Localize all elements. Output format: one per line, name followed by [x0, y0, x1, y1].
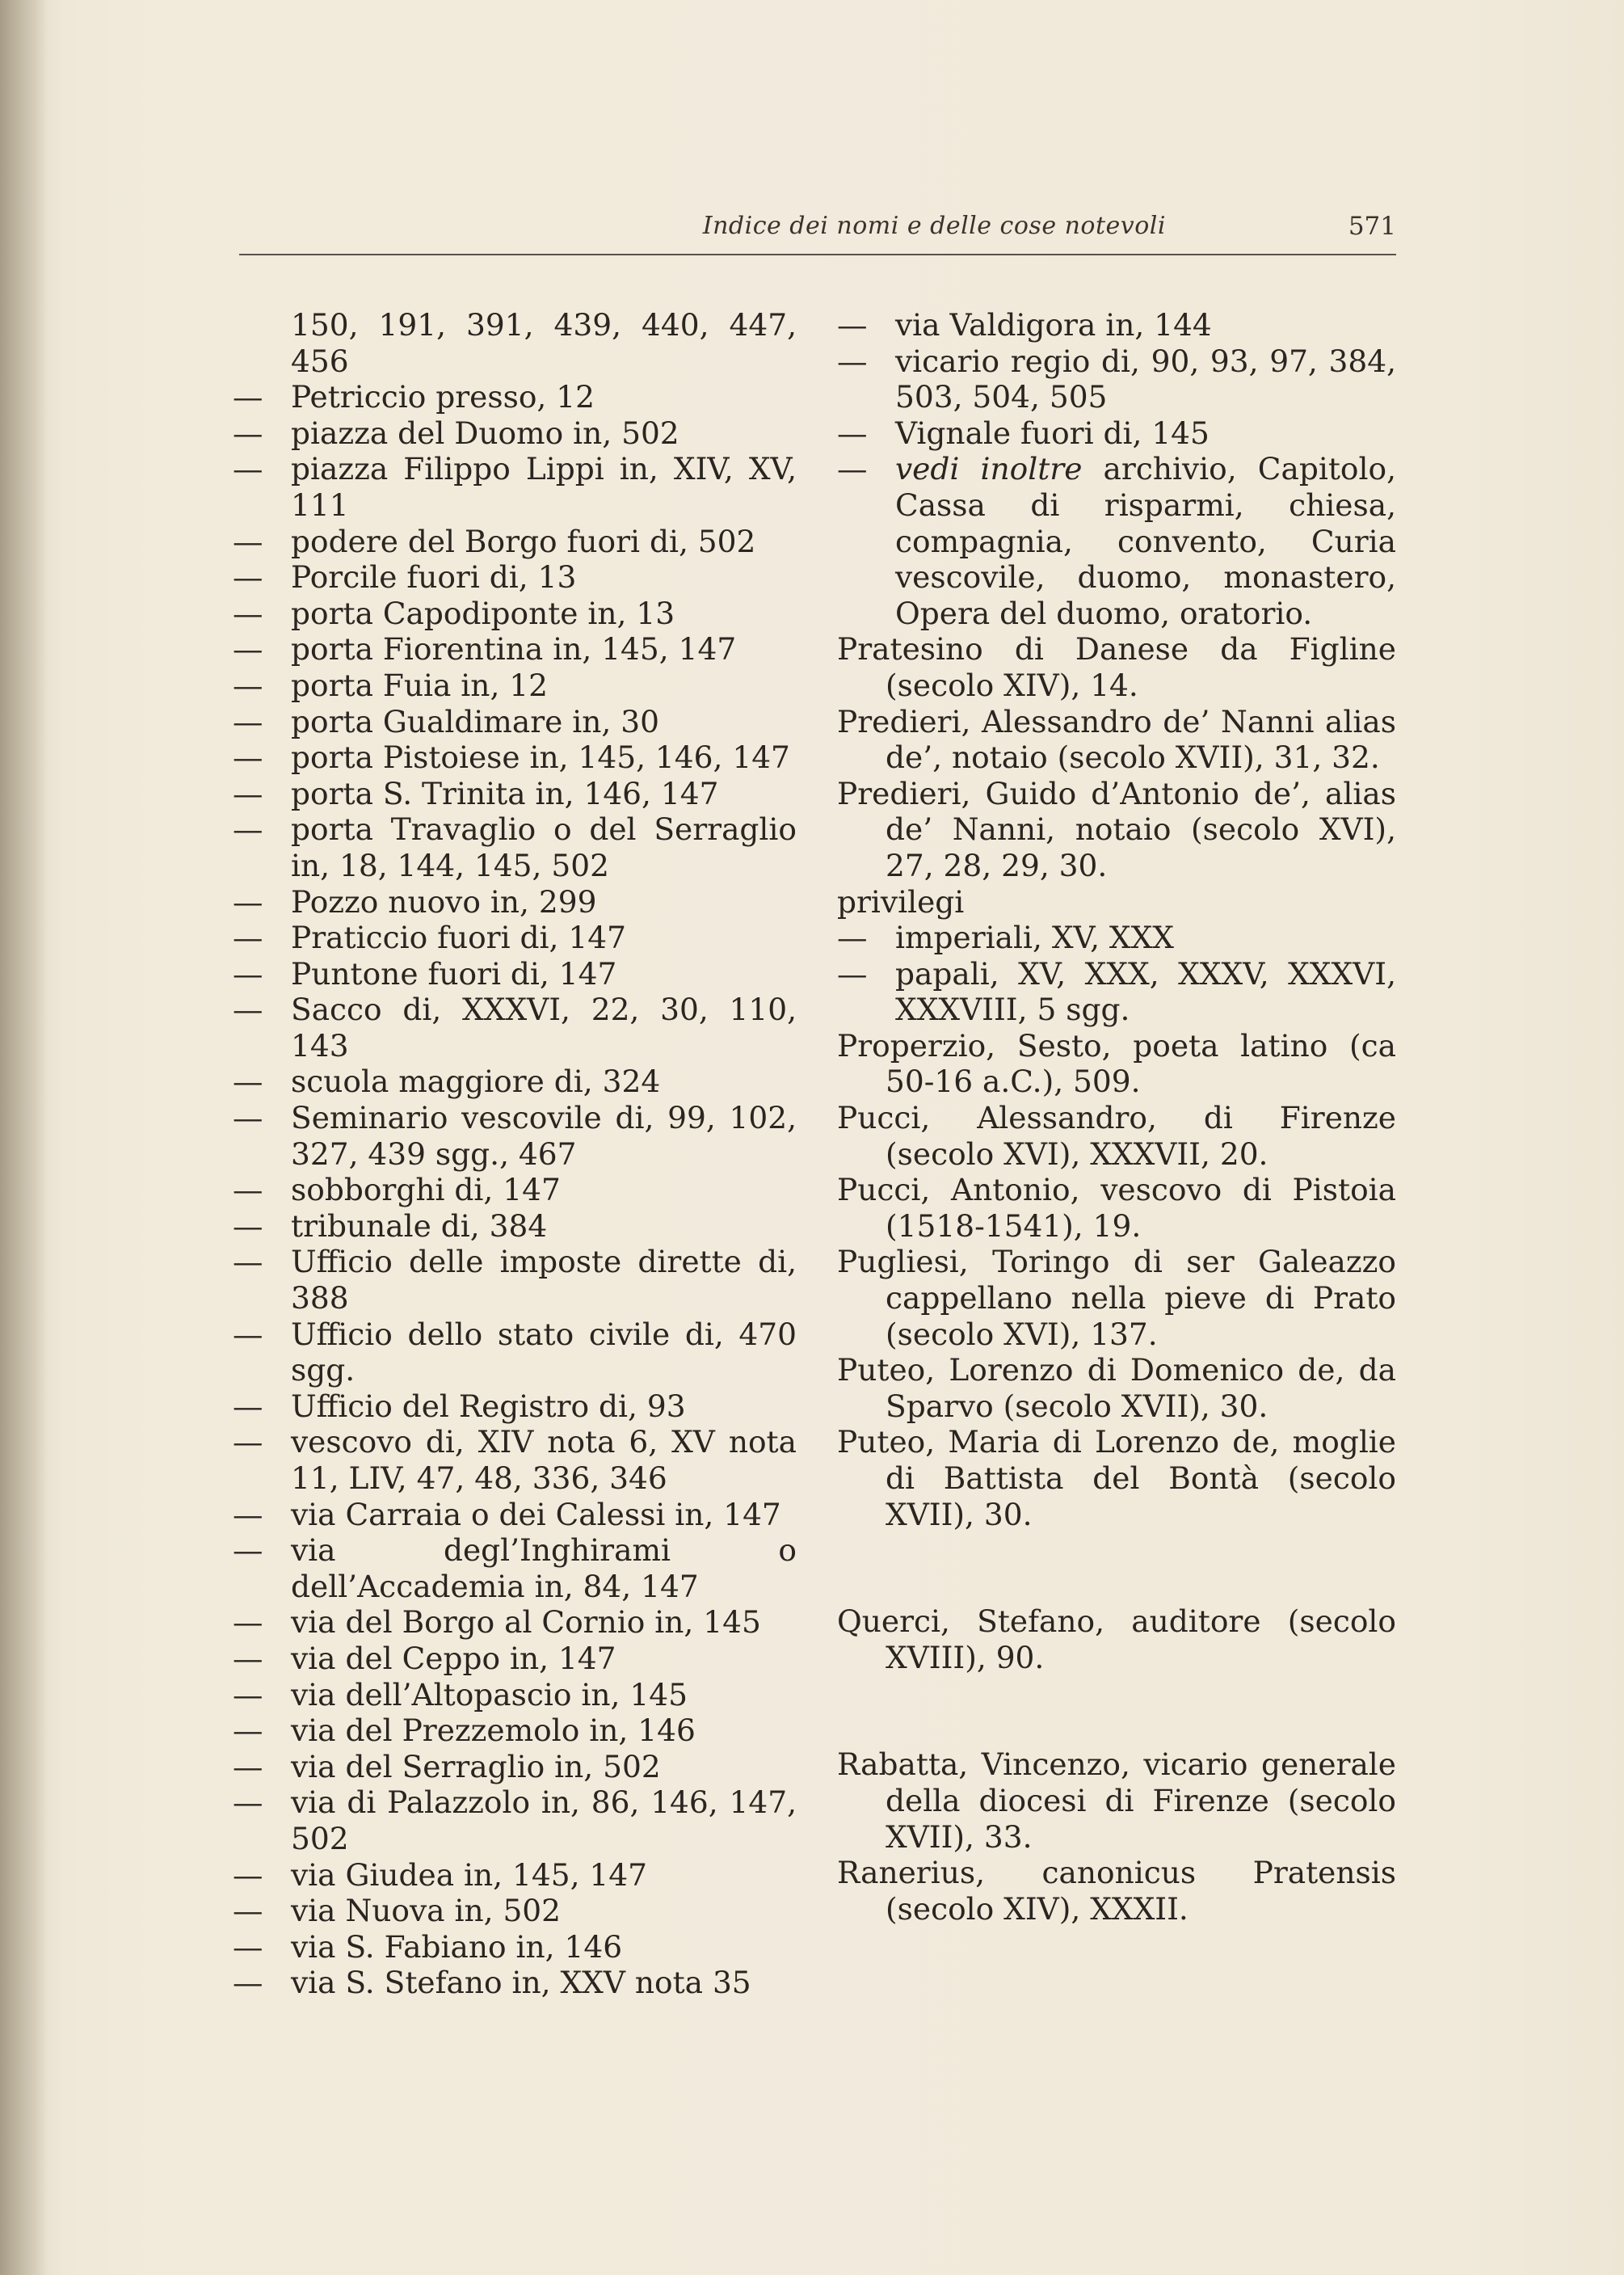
em-dash: — — [233, 1893, 263, 1929]
em-dash: — — [233, 775, 263, 811]
index-subentry — [233, 1893, 797, 1929]
entry-text: Predieri, Alessandro de’ Nanni alias de’, notaio (secolo XVII), 31, 32. — [837, 703, 1396, 776]
index-subentry — [233, 1749, 797, 1785]
em-dash: — — [233, 1064, 263, 1100]
entry-text: Petriccio presso, 12 — [291, 379, 595, 415]
index-subentry — [233, 559, 797, 596]
index-subentry — [233, 1713, 797, 1749]
index-subentry — [837, 451, 1396, 631]
index-headword-entry — [837, 884, 1396, 921]
index-subentry — [233, 1317, 797, 1388]
index-subentry — [233, 379, 797, 415]
em-dash: — — [233, 1856, 263, 1893]
entry-text: Porcile fuori di, 13 — [291, 559, 577, 596]
em-dash: — — [233, 1388, 263, 1424]
entry-text: via Valdigora in, 144 — [895, 307, 1212, 343]
entry-text: papali, XV, XXX, XXXV, XXXVI, XXXVIII, 5 sgg. — [895, 955, 1396, 1028]
entry-text: porta Fuia in, 12 — [291, 667, 548, 703]
entry-text: via del Ceppo in, 147 — [291, 1640, 616, 1676]
index-subentry — [233, 1532, 797, 1604]
entry-text: Puteo, Maria di Lorenzo de, moglie di Battista del Bontà (secolo XVII), 30. — [837, 1424, 1396, 1532]
entry-text: Rabatta, Vincenzo, vicario generale della diocesi di Firenze (secolo XVII), 33. — [837, 1746, 1396, 1855]
index-subentry — [233, 1784, 797, 1856]
em-dash: — — [233, 955, 263, 992]
section-gap — [837, 1532, 1396, 1603]
entry-text: Predieri, Guido d’Antonio de’, alias de’ Nanni, notaio (secolo XVI), 27, 28, 29, 30. — [837, 775, 1396, 883]
em-dash: — — [837, 451, 868, 487]
header-rule — [239, 254, 1396, 255]
index-subentry — [233, 920, 797, 956]
index-subentry — [837, 956, 1396, 1028]
em-dash: — — [233, 1928, 263, 1965]
index-headword-entry — [837, 1100, 1396, 1172]
entry-text: Sacco di, XXXVI, 22, 30, 110, 143 — [291, 992, 797, 1064]
entry-text: Puntone fuori di, 147 — [291, 955, 617, 992]
index-subentry — [233, 1208, 797, 1245]
index-subentry — [233, 992, 797, 1064]
em-dash: — — [233, 523, 263, 559]
entry-text: tribunale di, 384 — [291, 1207, 548, 1244]
index-subentry — [233, 1604, 797, 1641]
entry-text: Querci, Stefano, auditore (secolo XVIII), 90. — [837, 1603, 1396, 1675]
em-dash: — — [233, 1244, 263, 1280]
index-headword-entry — [837, 631, 1396, 703]
index-headword-entry — [837, 1028, 1396, 1100]
index-subentry — [233, 1100, 797, 1172]
em-dash: — — [233, 1532, 263, 1569]
index-subentry — [233, 739, 797, 776]
index-subentry — [233, 1857, 797, 1894]
index-headword-entry — [837, 1746, 1396, 1855]
index-subentry — [233, 1424, 797, 1496]
page-number: 571 — [1348, 212, 1396, 241]
index-headword-entry — [837, 1172, 1396, 1244]
entry-text: vicario regio di, 90, 93, 97, 384, 503, 504, 505 — [895, 343, 1396, 415]
index-subentry — [233, 1172, 797, 1208]
index-column-left — [233, 307, 797, 2001]
entry-text: 150, 191, 391, 439, 440, 447, 456 — [291, 307, 797, 379]
index-subentry — [233, 884, 797, 921]
em-dash: — — [233, 920, 263, 956]
index-subentry — [233, 451, 797, 523]
entry-text: Praticcio fuori di, 147 — [291, 920, 626, 956]
em-dash: — — [233, 739, 263, 776]
index-subentry — [233, 596, 797, 632]
em-dash: — — [837, 307, 868, 343]
em-dash: — — [233, 1640, 263, 1676]
em-dash: — — [233, 1100, 263, 1136]
entry-text: porta Pistoiese in, 145, 146, 147 — [291, 739, 790, 776]
entry-text: porta Fiorentina in, 145, 147 — [291, 631, 737, 668]
em-dash: — — [233, 379, 263, 415]
entry-text: Seminario vescovile di, 99, 102, 327, 439 sgg., 467 — [291, 1100, 797, 1172]
entry-text: via dell’Altopascio in, 145 — [291, 1676, 688, 1713]
index-subentry — [233, 1641, 797, 1677]
entry-text: piazza del Duomo in, 502 — [291, 415, 679, 451]
entry-text: vescovo di, XIV nota 6, XV nota 11, LIV, 47, 48, 336, 346 — [291, 1424, 797, 1496]
em-dash: — — [233, 667, 263, 703]
em-dash: — — [233, 1172, 263, 1208]
em-dash: — — [233, 703, 263, 739]
entry-text: Pratesino di Danese da Figline (secolo XIV), 14. — [837, 631, 1396, 703]
entry-text: Ufficio del Registro di, 93 — [291, 1388, 686, 1424]
entry-text: via del Borgo al Cornio in, 145 — [291, 1604, 761, 1641]
index-headword-entry — [837, 1855, 1396, 1927]
entry-text: Puteo, Lorenzo di Domenico de, da Sparvo (secolo XVII), 30. — [837, 1352, 1396, 1424]
entry-text: Pucci, Antonio, vescovo di Pistoia (1518-1541), 19. — [837, 1172, 1396, 1244]
entry-text: porta Travaglio o del Serraglio in, 18, 144, 145, 502 — [291, 811, 797, 883]
em-dash: — — [233, 451, 263, 487]
index-subentry — [233, 668, 797, 704]
entry-text: privilegi — [837, 883, 965, 920]
em-dash: — — [233, 1207, 263, 1244]
index-subentry — [233, 415, 797, 452]
entry-text: podere del Borgo fuori di, 502 — [291, 523, 756, 559]
index-subentry — [233, 1497, 797, 1533]
index-subentry — [837, 415, 1396, 452]
index-subentry — [233, 1965, 797, 2001]
entry-text: porta Capodiponte in, 13 — [291, 595, 675, 631]
entry-text: Pozzo nuovo in, 299 — [291, 883, 597, 920]
entry-text: via S. Fabiano in, 146 — [291, 1928, 623, 1965]
em-dash: — — [233, 1713, 263, 1749]
em-dash: — — [233, 992, 263, 1028]
entry-text: imperiali, XV, XXX — [895, 920, 1175, 956]
em-dash: — — [233, 811, 263, 848]
entry-text: Ufficio dello stato civile di, 470 sgg. — [291, 1316, 797, 1388]
entry-text: scuola maggiore di, 324 — [291, 1064, 661, 1100]
entry-text: via del Serraglio in, 502 — [291, 1748, 661, 1784]
em-dash: — — [837, 415, 868, 451]
entry-text: via Giudea in, 145, 147 — [291, 1856, 648, 1893]
index-subentry — [233, 1244, 797, 1316]
entry-text: Vignale fuori di, 145 — [895, 415, 1210, 451]
em-dash: — — [233, 1424, 263, 1460]
entry-text: Ranerius, canonicus Pratensis (secolo XIV), XXXII. — [837, 1855, 1396, 1927]
em-dash: — — [233, 1965, 263, 2001]
em-dash: — — [233, 559, 263, 596]
index-subentry — [837, 920, 1396, 956]
index-subentry — [233, 1064, 797, 1100]
entry-text: sobborghi di, 147 — [291, 1172, 561, 1208]
entry-text: via di Palazzolo in, 86, 146, 147, 502 — [291, 1784, 797, 1856]
index-subentry — [837, 307, 1396, 343]
index-subentry — [233, 1929, 797, 1965]
index-column-right — [837, 307, 1396, 1927]
em-dash: — — [233, 595, 263, 631]
em-dash: — — [233, 415, 263, 451]
index-headword-entry — [837, 1424, 1396, 1532]
index-subentry — [233, 776, 797, 812]
index-subentry — [233, 631, 797, 668]
running-head-title: Indice dei nomi e delle cose notevoli — [702, 212, 1166, 240]
em-dash: — — [233, 1676, 263, 1713]
em-dash: — — [837, 343, 868, 379]
em-dash: — — [233, 631, 263, 668]
em-dash: — — [837, 955, 868, 992]
entry-text: porta Gualdimare in, 30 — [291, 703, 659, 739]
index-headword-entry — [837, 1244, 1396, 1352]
em-dash: — — [233, 1604, 263, 1641]
index-entry-continuation — [233, 307, 797, 379]
entry-text: porta S. Trinita in, 146, 147 — [291, 775, 719, 811]
entry-text: via S. Stefano in, XXV nota 35 — [291, 1965, 751, 2001]
entry-text: via del Prezzemolo in, 146 — [291, 1713, 696, 1749]
section-gap — [837, 1675, 1396, 1746]
em-dash: — — [233, 883, 263, 920]
index-headword-entry — [837, 1603, 1396, 1675]
entry-text: Properzio, Sesto, poeta latino (ca 50-16 a.C.), 509. — [837, 1027, 1396, 1100]
index-headword-entry — [837, 704, 1396, 776]
running-head — [239, 212, 1396, 252]
em-dash: — — [233, 1784, 263, 1821]
index-subentry — [233, 1388, 797, 1425]
book-gutter-shadow — [0, 0, 47, 2275]
entry-text: via Carraia o dei Calessi in, 147 — [291, 1496, 781, 1532]
em-dash: — — [233, 1748, 263, 1784]
index-subentry — [837, 343, 1396, 415]
index-headword-entry — [837, 1352, 1396, 1424]
entry-text: Pucci, Alessandro, di Firenze (secolo XVI), XXXVII, 20. — [837, 1100, 1396, 1172]
index-subentry — [233, 956, 797, 992]
index-subentry — [233, 524, 797, 560]
entry-text: via Nuova in, 502 — [291, 1893, 562, 1929]
em-dash: — — [233, 1316, 263, 1352]
em-dash: — — [837, 920, 868, 956]
entry-text: Pugliesi, Toringo di ser Galeazzo cappellano nella pieve di Prato (secolo XVI), 137. — [837, 1244, 1396, 1352]
entry-text: archivio, Capitolo, Cassa di risparmi, chiesa, compagnia, convento, Curia vescovile, duomo, monastero, Opera del duomo, oratorio. — [895, 451, 1396, 631]
index-subentry — [233, 1677, 797, 1713]
entry-text: piazza Filippo Lippi in, XIV, XV, 111 — [291, 451, 797, 523]
em-dash: — — [233, 1496, 263, 1532]
index-subentry — [233, 811, 797, 883]
index-headword-entry — [837, 776, 1396, 884]
index-subentry — [233, 704, 797, 740]
entry-text: Ufficio delle imposte dirette di, 388 — [291, 1244, 797, 1317]
entry-italic-text: vedi inoltre — [895, 451, 1083, 487]
entry-text: via degl’Inghirami o dell’Accademia in, 84, 147 — [291, 1532, 797, 1604]
